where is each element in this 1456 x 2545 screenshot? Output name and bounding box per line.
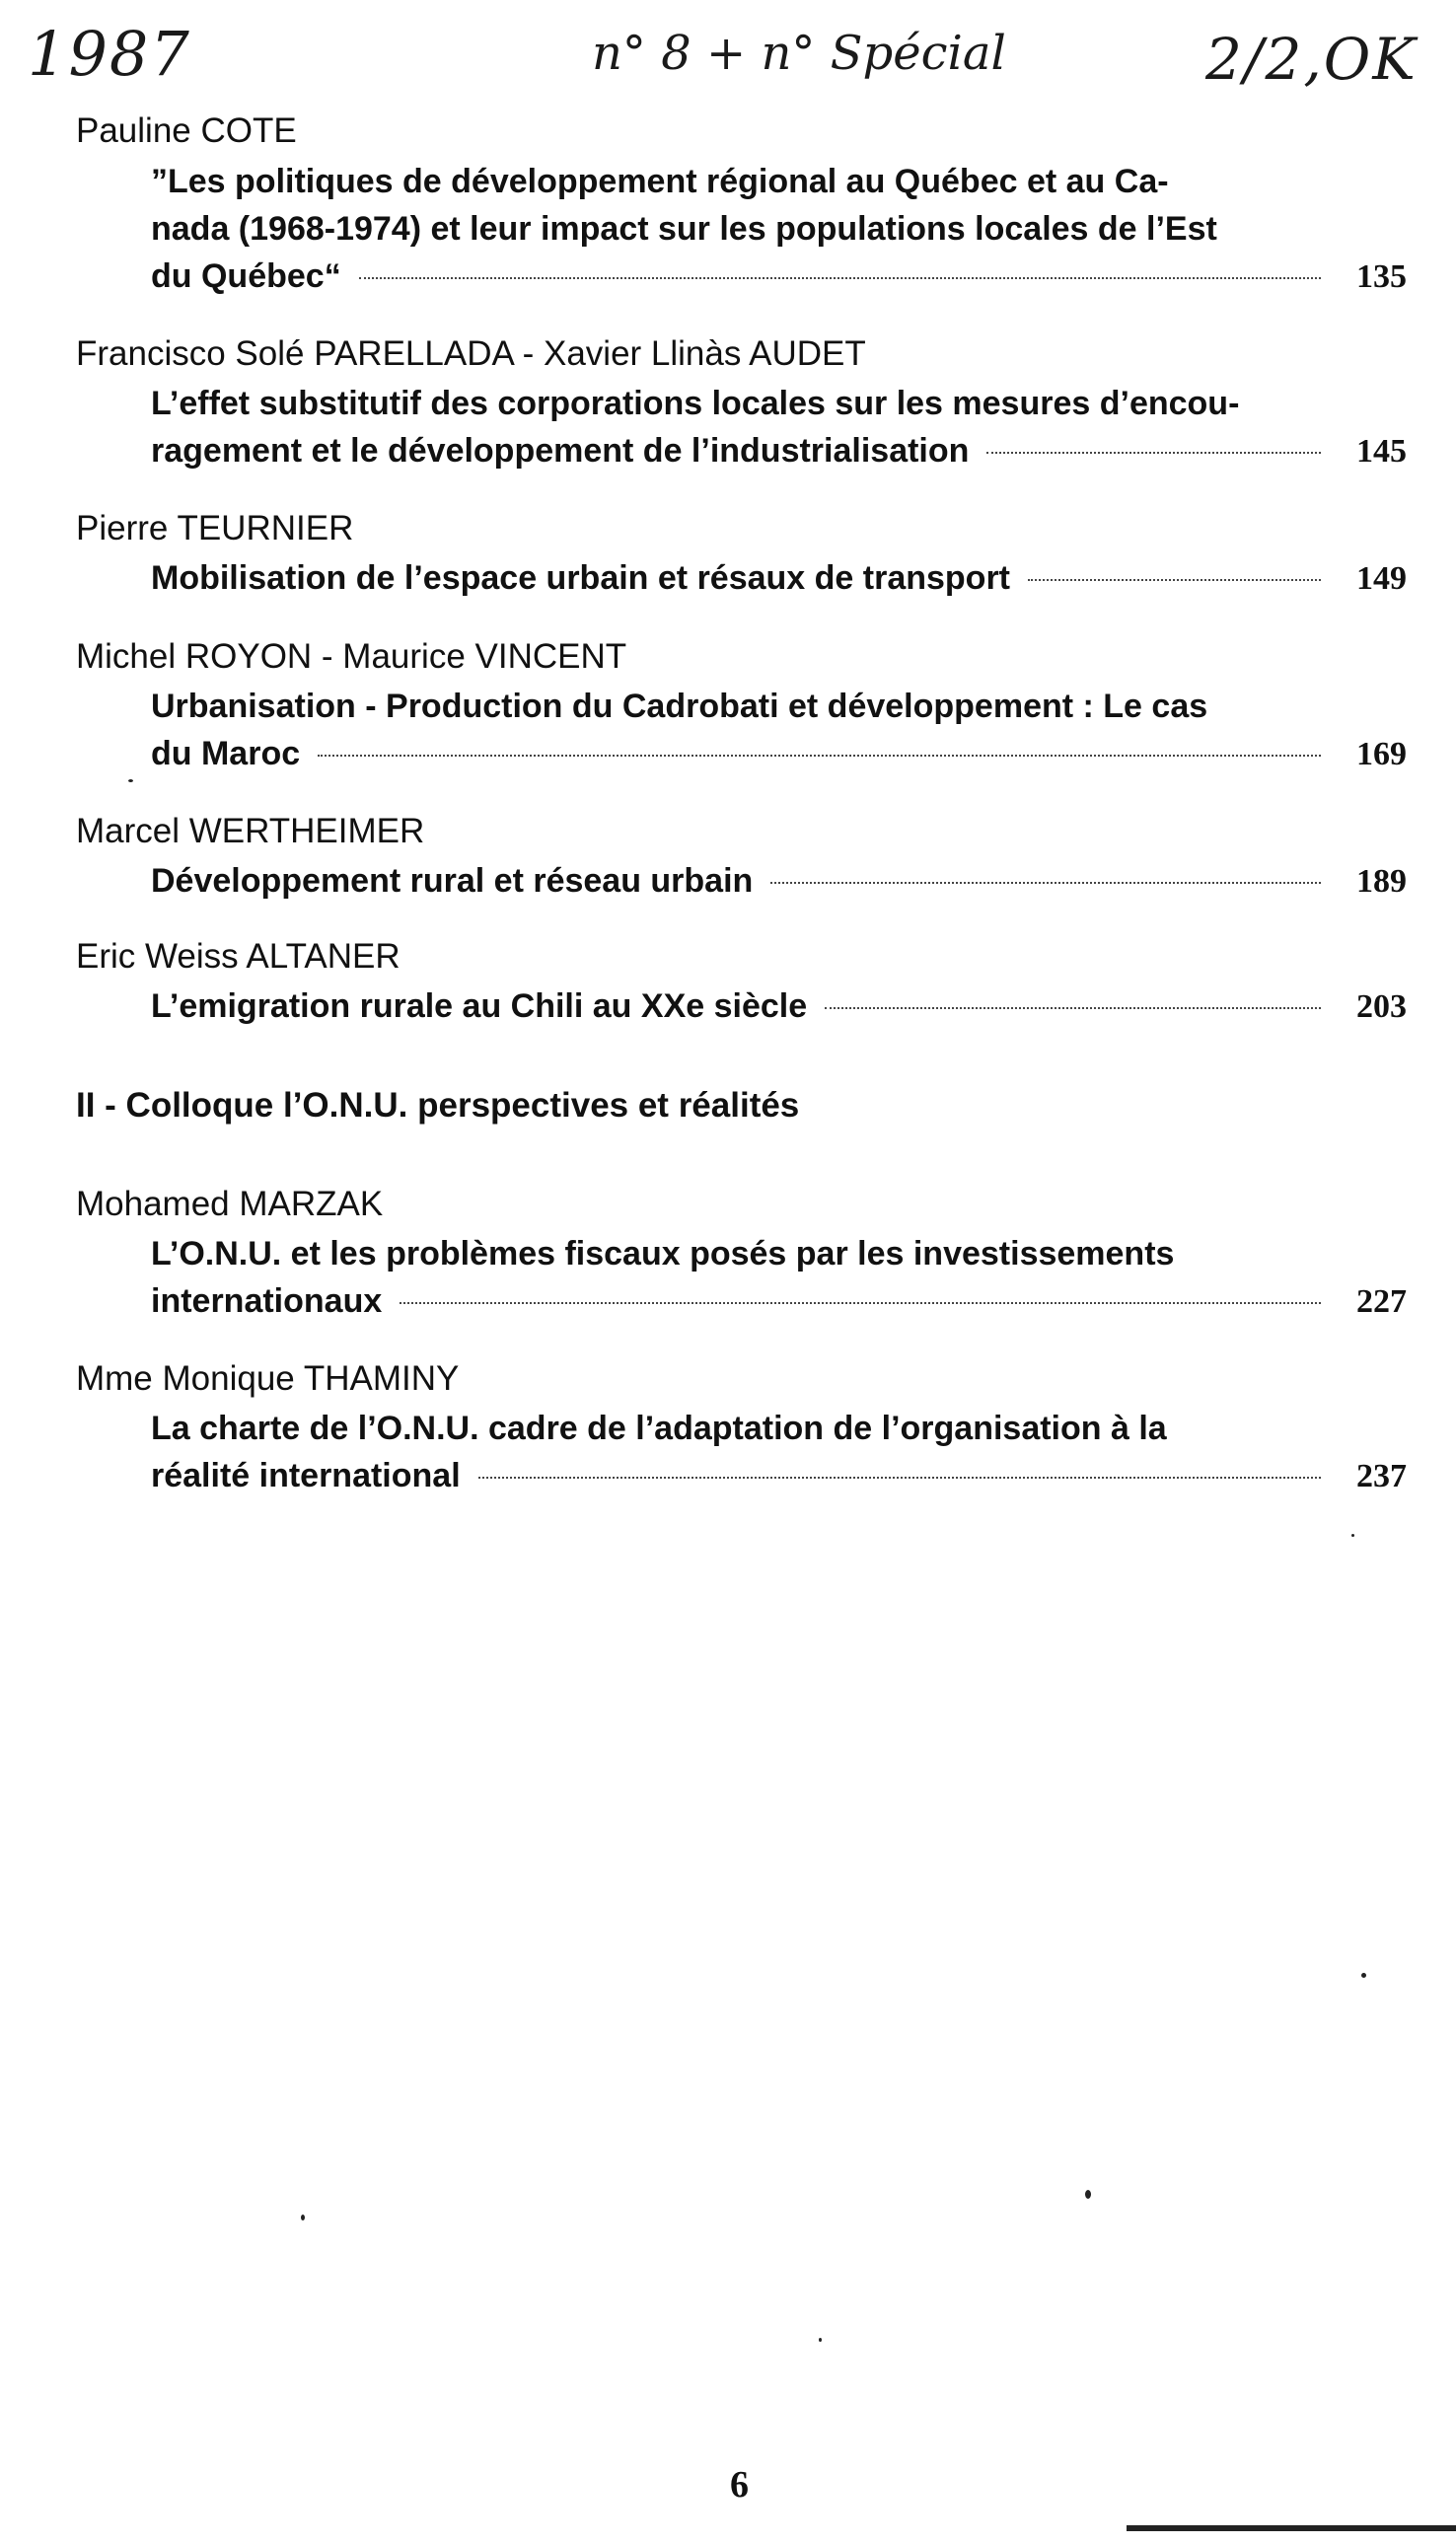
entry-page-number: 237 <box>1356 1458 1407 1494</box>
dot-leader <box>770 882 1321 884</box>
entry-title-text: L’emigration rurale au Chili au XXe siècle <box>151 987 808 1025</box>
entry-title-text: Développement rural et réseau urbain <box>151 862 754 900</box>
entry-author: Pierre TEURNIER <box>76 509 354 547</box>
entry-title-last-line <box>151 987 1407 1026</box>
scan-speck <box>1351 1534 1354 1537</box>
entry-author: Francisco Solé PARELLADA - Xavier Llinàs AUDET <box>76 334 866 373</box>
entry-title-line: L’O.N.U. et les problèmes fiscaux posés par les investissements <box>151 1235 1175 1272</box>
entry-page-number: 227 <box>1356 1283 1407 1320</box>
entry-page-number: 203 <box>1356 988 1407 1025</box>
page-number: 6 <box>730 2464 749 2506</box>
scan-speck <box>1085 2190 1091 2199</box>
entry-title-text: du Québec“ <box>151 257 341 295</box>
entry-title-text: réalité international <box>151 1457 461 1494</box>
entry-title-last-line <box>151 862 1407 901</box>
entry-title-last-line <box>151 1457 1407 1495</box>
handwritten-code: 2/2,OK <box>1205 26 1418 93</box>
entry-title-text: internationaux <box>151 1282 383 1320</box>
entry-author: Pauline COTE <box>76 111 297 150</box>
scan-speck <box>301 2215 305 2220</box>
dot-leader <box>1028 579 1321 581</box>
entry-title-last-line <box>151 432 1407 471</box>
scan-speck <box>819 2338 822 2342</box>
entry-title-line: La charte de l’O.N.U. cadre de l’adaptation de l’organisation à la <box>151 1410 1167 1447</box>
dot-leader <box>359 277 1321 279</box>
scan-speck <box>128 779 133 782</box>
entry-title-text: du Maroc <box>151 735 301 772</box>
entry-page-number: 169 <box>1356 736 1407 772</box>
entry-page-number: 189 <box>1356 863 1407 900</box>
entry-title-line: Urbanisation - Production du Cadrobati et développement : Le cas <box>151 688 1208 725</box>
handwritten-year: 1987 <box>28 18 191 90</box>
entry-page-number: 135 <box>1356 258 1407 295</box>
handwritten-issue: n° 8 + n° Spécial <box>592 26 1006 81</box>
entry-title-text: Mobilisation de l’espace urbain et résaux de transport <box>151 559 1011 597</box>
entry-page-number: 149 <box>1356 560 1407 597</box>
scan-edge-line <box>1127 2525 1456 2531</box>
entry-title-last-line <box>151 1282 1407 1321</box>
dot-leader <box>400 1302 1321 1304</box>
entry-author: Mohamed MARZAK <box>76 1185 384 1223</box>
entry-author: Michel ROYON - Maurice VINCENT <box>76 637 627 676</box>
entry-page-number: 145 <box>1356 433 1407 470</box>
entry-title-line: L’effet substitutif des corporations locales sur les mesures d’encou- <box>151 385 1240 422</box>
entry-author: Marcel WERTHEIMER <box>76 812 425 850</box>
scan-speck <box>1361 1973 1366 1978</box>
entry-author: Eric Weiss ALTANER <box>76 937 400 976</box>
entry-title-last-line <box>151 257 1407 296</box>
dot-leader <box>318 755 1321 757</box>
entry-title-text: ragement et le développement de l’industrialisation <box>151 432 970 470</box>
entry-title-last-line <box>151 559 1407 598</box>
dot-leader <box>825 1007 1321 1009</box>
dot-leader <box>986 452 1321 454</box>
entry-title-last-line <box>151 735 1407 773</box>
dot-leader <box>478 1477 1321 1479</box>
entry-title-line: nada (1968-1974) et leur impact sur les populations locales de l’Est <box>151 210 1217 248</box>
entry-title-line: ”Les politiques de développement régional au Québec et au Ca- <box>151 163 1169 200</box>
entry-author: Mme Monique THAMINY <box>76 1359 460 1398</box>
section-heading: II - Colloque l’O.N.U. perspectives et réalités <box>76 1086 800 1125</box>
